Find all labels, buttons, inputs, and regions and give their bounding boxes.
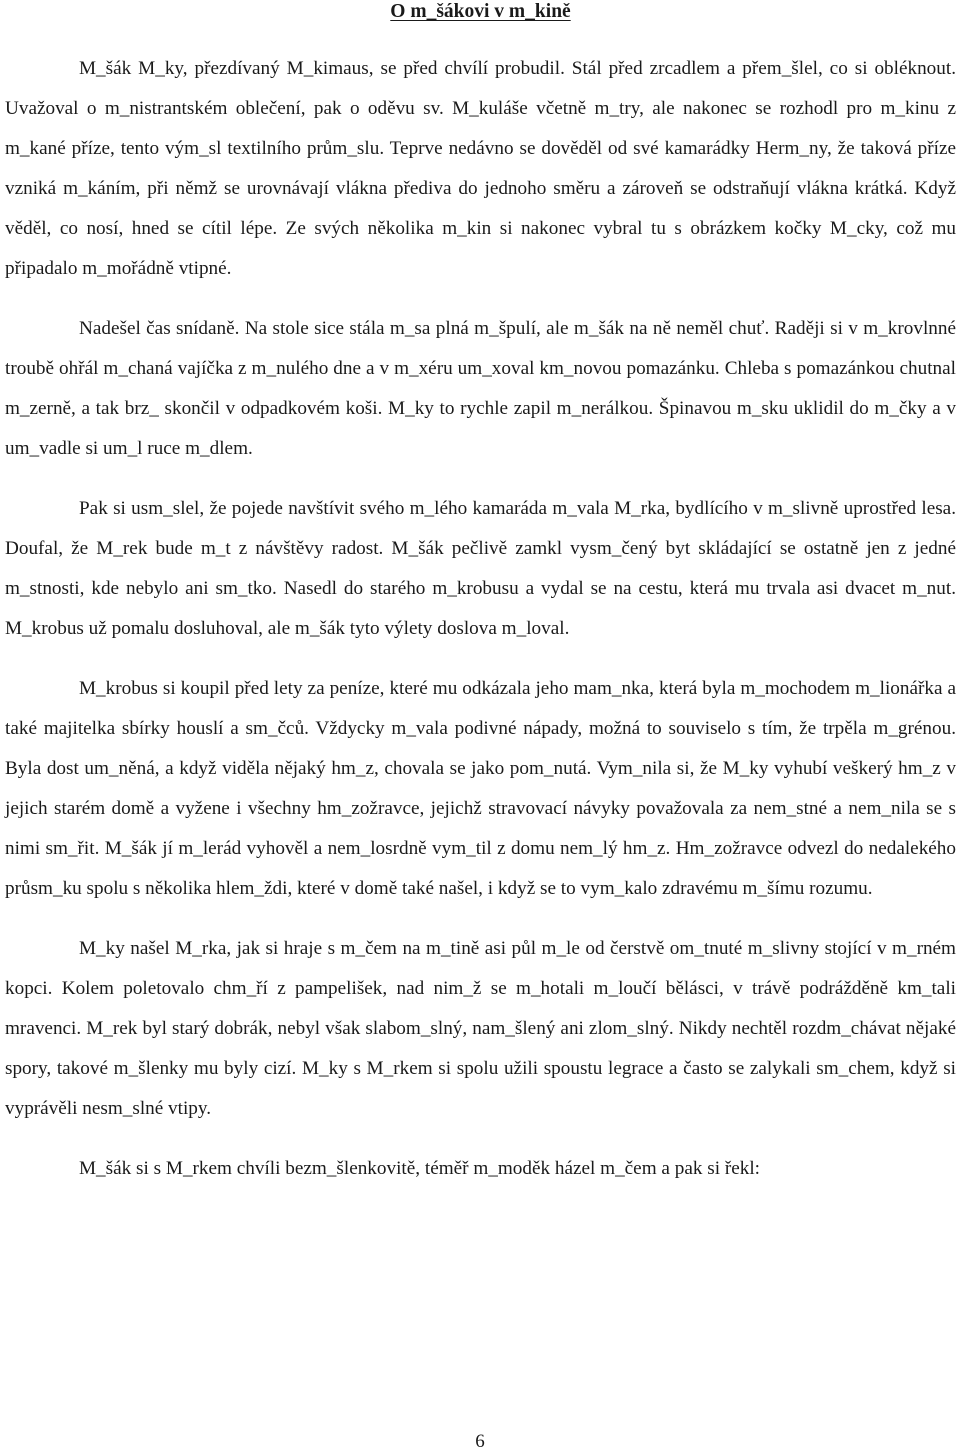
paragraph-2: Nadešel čas snídaně. Na stole sice stála m_sa plná m_špulí, ale m_šák na ně neměl chuť. Raději si v m_krovlnné troubě ohřál m_chaná vajíčka z m_nulého dne a v m_xéru um_xoval km_novou pomazánku. Chleba s pomazánkou chutnal m_zerně, a tak brz_ skončil v odpadkovém koši. M_ky to rychle zapil m_nerálkou. Špinavou m_sku uklidil do m_čky a v um_vadle si um_l ruce m_dlem. <box>5 318 956 459</box>
paragraph-1: M_šák M_ky, přezdívaný M_kimaus, se před chvílí probudil. Stál před zrcadlem a přem_šlel, co si obléknout. Uvažoval o m_nistrantském oblečení, pak o oděvu sv. M_kuláše včetně m_try, ale nakonec se rozhodl pro m_kinu z m_kané příze, tento vým_sl textilního prům_slu. Teprve nedávno se dověděl od své kamarádky Herm_ny, že taková příze vzniká m_káním, při němž se urovnávají vlákna přediva do jednoho směru a zároveň se odstraňují vlákna krátká. Když věděl, co nosí, hned se cítil lépe. Ze svých několika m_kin si nakonec vybral tu s obrázkem kočky M_cky, což mu připadalo m_mořádně vtipné. <box>5 58 956 279</box>
document-page <box>5 0 956 1189</box>
paragraph-6: M_šák si s M_rkem chvíli bezm_šlenkovitě, téměř m_moděk házel m_čem a pak si řekl: <box>79 1158 760 1179</box>
paragraph-4: M_krobus si koupil před lety za peníze, které mu odkázala jeho mam_nka, která byla m_mochodem m_lionářka a také majitelka sbírky houslí a sm_čců. Vždycky m_vala podivné nápady, možná to souviselo s tím, že trpěla m_grénou. Byla dost um_něná, a když viděla nějaký hm_z, chovala se jako pom_nutá. Vym_nila si, že M_ky vyhubí veškerý hm_z v jejich starém domě a vyžene i všechny hm_zožravce, jejichž stravovací návyky považovala za nem_stné a nem_nila se s nimi sm_řit. M_šák jí m_lerád vyhověl a nem_losrdně vym_til z domu nem_lý hm_z. Hm_zožravce odvezl do nedalekého průsm_ku spolu s několika hlem_ždi, které v domě také našel, i když se to vym_kalo zdravému m_šímu rozumu. <box>5 678 956 899</box>
document-title: O m_šákovi v m_kině <box>390 1 571 22</box>
paragraph-5: M_ky našel M_rka, jak si hraje s m_čem na m_tině asi půl m_le od čerstvě om_tnuté m_slivny stojící v m_rném kopci. Kolem poletovalo chm_ří z pampelišek, nad nim_ž se m_hotali m_loučí bělásci, v trávě podrážděně km_tali mravenci. M_rek byl starý dobrák, nebyl však slabom_slný, nam_šlený ani zlom_slný. Nikdy nechtěl rozdm_chávat nějaké spory, takové m_šlenky mu byly cizí. M_ky s M_rkem si spolu užili spoustu legrace a často se zalykali sm_chem, když si vyprávěli nesm_slné vtipy. <box>5 938 956 1119</box>
paragraph-3: Pak si usm_slel, že pojede navštívit svého m_lého kamaráda m_vala M_rka, bydlícího v m_slivně uprostřed lesa. Doufal, že M_rek bude m_t z návštěvy radost. M_šák pečlivě zamkl vysm_čený byt skládající se ostatně jen z jedné m_stnosti, kde nebylo ani sm_tko. Nasedl do starého m_krobusu a vydal se na cestu, která mu trvala asi dvacet m_nut. M_krobus už pomalu dosluhoval, ale m_šák tyto výlety doslova m_loval. <box>5 498 956 639</box>
page-number: 6 <box>475 1431 485 1452</box>
